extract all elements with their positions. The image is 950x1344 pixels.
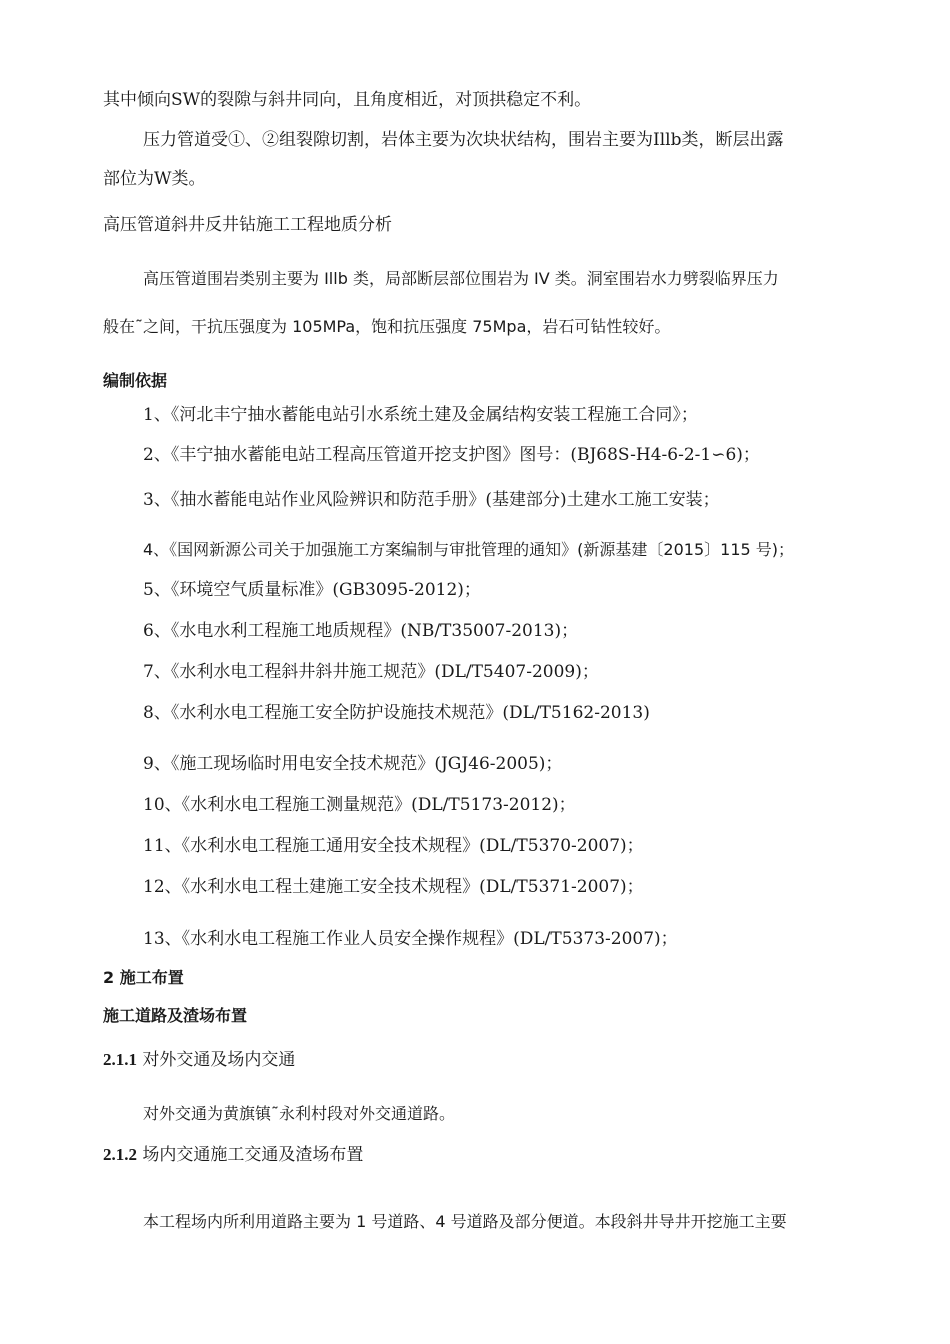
basis-item: 13、《水利水电工程施工作业人员安全操作规程》(DL/T5373-2007)； xyxy=(143,929,678,949)
heading-number: 2.1.1 xyxy=(103,1050,137,1069)
paragraph-pressure-pipe-line-2: 部位为W类。 xyxy=(103,169,206,189)
heading-text: 对外交通及场内交通 xyxy=(137,1050,296,1070)
heading-number: 2.1.2 xyxy=(103,1145,137,1164)
basis-item: 5、《环境空气质量标准》(GB3095-2012)； xyxy=(143,580,481,600)
basis-item: 8、《水利水电工程施工安全防护设施技术规范》(DL/T5162-2013) xyxy=(143,703,650,723)
basis-item: 12、《水利水电工程土建施工安全技术规程》(DL/T5371-2007)； xyxy=(143,877,644,897)
basis-item: 7、《水利水电工程斜井斜井施工规范》(DL/T5407-2009)； xyxy=(143,662,599,682)
basis-item: 11、《水利水电工程施工通用安全技术规程》(DL/T5370-2007)； xyxy=(143,836,644,856)
basis-item: 9、《施工现场临时用电安全技术规范》(JGJ46-2005)； xyxy=(143,754,563,774)
heading-compilation-basis: 编制依据 xyxy=(103,371,168,390)
basis-item: 4、《国网新源公司关于加强施工方案编制与审批管理的通知》(新源基建〔2015〕115 号)； xyxy=(143,540,795,559)
heading-construction-layout: 2 施工布置 xyxy=(103,968,184,987)
basis-item: 1、《河北丰宁抽水蓄能电站引水系统土建及金属结构安装工程施工合同》； xyxy=(143,405,698,425)
basis-item: 6、《水电水利工程施工地质规程》(NB/T35007-2013)； xyxy=(143,621,579,641)
basis-item: 3、《抽水蓄能电站作业风险辨识和防范手册》(基建部分)土建水工施工安装； xyxy=(143,490,720,510)
paragraph-fissure-line-1: 其中倾向SW的裂隙与斜井同向，且角度相近，对顶拱稳定不利。 xyxy=(103,90,592,110)
paragraph-rock-class-line-2: 般在˜之间，干抗压强度为 105MPa，饱和抗压强度 75Mpa，岩石可钻性较好。 xyxy=(103,317,671,336)
heading-2-1-1 xyxy=(103,1049,295,1071)
heading-text: 场内交通施工交通及渣场布置 xyxy=(137,1145,364,1165)
paragraph-rock-class-line-1: 高压管道围岩类别主要为 Illb 类，局部断层部位围岩为 IV 类。洞室围岩水力劈裂临界压力 xyxy=(143,269,779,288)
basis-item: 2、《丰宁抽水蓄能电站工程高压管道开挖支护图》图号：(BJ68S-H4-6-2-1∽6)； xyxy=(143,445,760,465)
basis-item: 10、《水利水电工程施工测量规范》(DL/T5173-2012)； xyxy=(143,795,576,815)
paragraph-site-roads: 本工程场内所利用道路主要为 1 号道路、4 号道路及部分便道。本段斜井导井开挖施工主要 xyxy=(143,1212,787,1231)
paragraph-external-traffic: 对外交通为黄旗镇˜永利村段对外交通道路。 xyxy=(143,1104,456,1123)
heading-geology-analysis: 高压管道斜井反井钻施工工程地质分析 xyxy=(103,215,392,235)
heading-2-1-2 xyxy=(103,1144,363,1166)
paragraph-pressure-pipe-line-1: 压力管道受①、②组裂隙切割，岩体主要为次块状结构，围岩主要为Illb类，断层出露 xyxy=(143,130,784,150)
heading-roads-and-dump: 施工道路及渣场布置 xyxy=(103,1006,248,1025)
